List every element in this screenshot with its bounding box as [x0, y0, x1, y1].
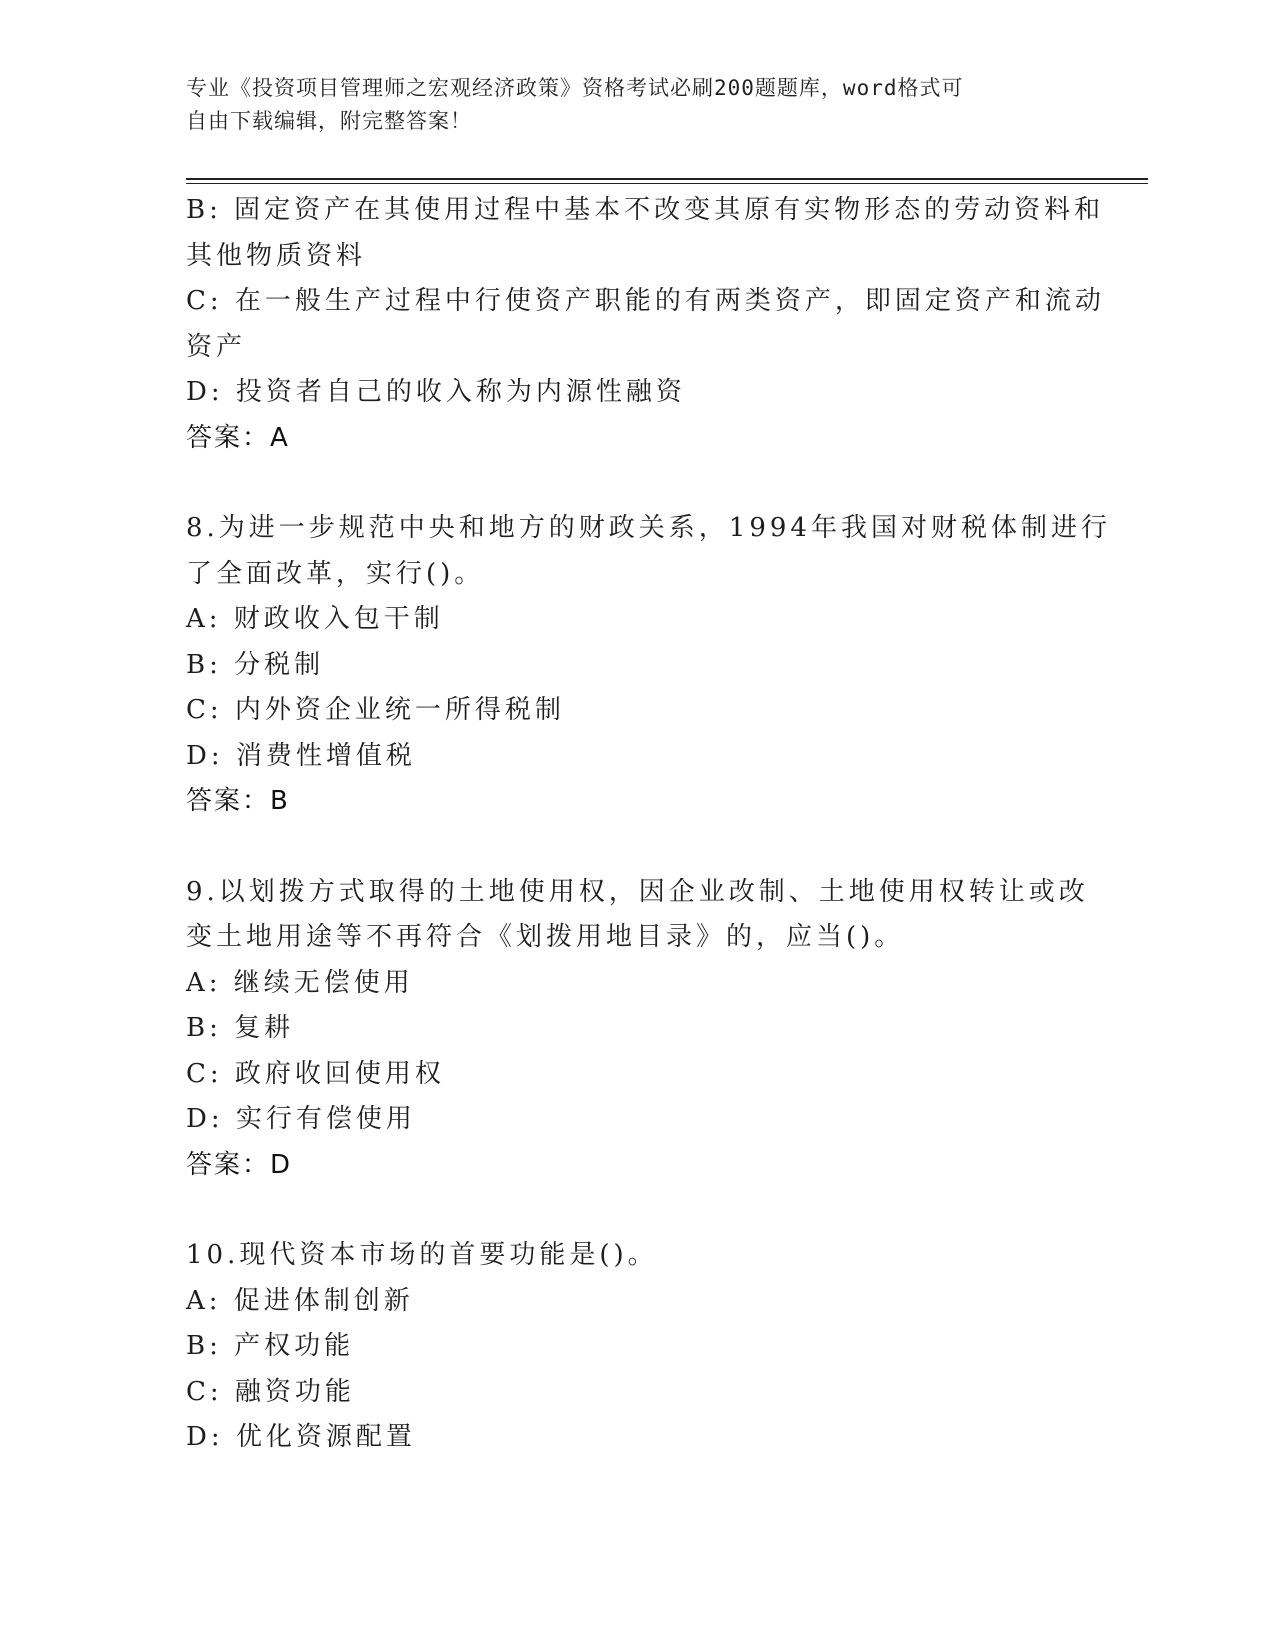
option-a: A: 财政收入包干制	[186, 604, 444, 634]
header-rule-thin	[186, 183, 1148, 184]
header-line-2: 自由下载编辑，附完整答案！	[186, 109, 472, 133]
answer: 答案：D	[186, 1149, 293, 1180]
question-stem: 10.现代资本市场的首要功能是()。	[186, 1240, 658, 1270]
answer: 答案：A	[186, 422, 290, 453]
document-header	[186, 72, 1066, 138]
question-stem-line-1: 8.为进一步规范中央和地方的财政关系，1994年我国对财税体制进行	[186, 513, 1111, 543]
question-stem-line-2: 了全面改革，实行()。	[186, 558, 485, 589]
question-7-tail	[186, 188, 1105, 461]
option-b-line-2: 其他物质资料	[186, 240, 367, 271]
question-stem-line-1: 9.以划拨方式取得的土地使用权，因企业改制、土地使用权转让或改	[186, 876, 1089, 907]
question-stem-line-2: 变土地用途等不再符合《划拨用地目录》的，应当()。	[186, 922, 905, 952]
option-d: D: 消费性增值税	[186, 740, 416, 771]
question-10	[186, 1233, 1066, 1461]
option-c: C: 政府收回使用权	[186, 1058, 445, 1089]
option-b: B: 分税制	[186, 649, 325, 680]
question-content	[186, 188, 1111, 1461]
question-9	[186, 870, 1089, 1189]
option-c-line-2: 资产	[186, 331, 247, 362]
header-rule-thick	[186, 178, 1148, 180]
option-d: D: 投资者自己的收入称为内源性融资	[186, 377, 686, 407]
option-c: C: 内外资企业统一所得税制	[186, 695, 565, 725]
option-b: B: 复耕	[186, 1013, 295, 1043]
header-line-1: 专业《投资项目管理师之宏观经济政策》资格考试必刷200题题库，word格式可	[186, 76, 964, 100]
option-c-line-1: C: 在一般生产过程中行使资产职能的有两类资产，即固定资产和流动	[186, 286, 1105, 316]
option-d: D: 实行有偿使用	[186, 1104, 416, 1134]
option-c: C: 融资功能	[186, 1376, 355, 1407]
answer: 答案：B	[186, 786, 290, 816]
option-a: A: 促进体制创新	[186, 1285, 414, 1316]
option-a: A: 继续无偿使用	[186, 967, 414, 998]
option-b: B: 产权功能	[186, 1331, 355, 1361]
option-d: D: 优化资源配置	[186, 1422, 416, 1452]
question-8	[186, 506, 1111, 825]
option-b-line-1: B: 固定资产在其使用过程中基本不改变其原有实物形态的劳动资料和	[186, 195, 1105, 225]
